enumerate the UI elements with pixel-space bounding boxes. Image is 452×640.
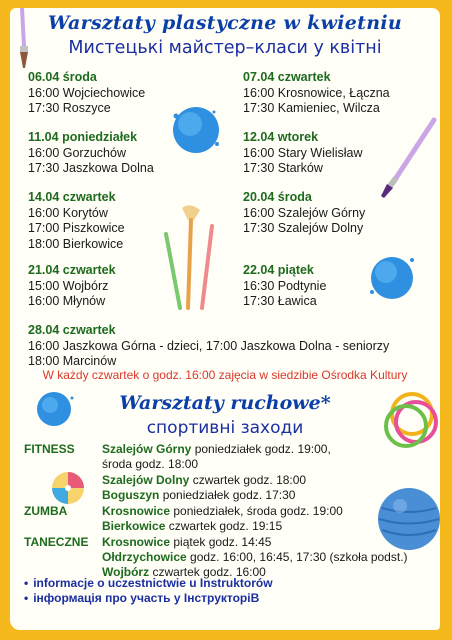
sport-times: poniedziałek godz. 17:30 [162, 488, 296, 502]
entry-line: 16:00 Jaszkowa Górna - dzieci, 17:00 Jaszkowa Dolna - seniorzy [28, 338, 390, 353]
sport-row [102, 550, 408, 566]
sport-times: piątek godz. 14:45 [173, 535, 272, 549]
schedule-entry [28, 323, 389, 370]
sport-times: poniedziałek, środa godz. 19:00 [173, 504, 343, 518]
sport-category: TANECZNE [24, 535, 89, 549]
entry-date: 12.04 wtorek [243, 130, 319, 144]
entry-date: 07.04 czwartek [243, 70, 331, 84]
sport-row [102, 488, 295, 504]
sport-category: FITNESS [24, 442, 75, 456]
entry-line: 16:00 Korytów [28, 205, 108, 220]
sport-row [24, 442, 75, 458]
paintbrush-icon [12, 8, 34, 72]
schedule-entry [243, 190, 365, 237]
schedule-entry [243, 130, 363, 177]
entry-line: 17:30 Kamieniec, Wilcza [243, 101, 380, 115]
schedule-entry [28, 130, 154, 177]
schedule-entry [28, 70, 145, 117]
info-item: • інформація про участь у ІнструкторіВ [24, 591, 273, 606]
blue-paint-splash-icon [32, 388, 76, 430]
entry-line: 16:30 Podtynie [243, 278, 327, 293]
sport-row [102, 535, 271, 551]
blue-paint-splash-icon [168, 102, 224, 158]
page-subtitle: Мистецькі майстер–класи у квітні [68, 38, 382, 58]
entry-line: 16:00 Szalejów Górny [243, 205, 366, 220]
page-title: Warsztaty plastyczne w kwietniu [48, 12, 402, 34]
movement-title: Warsztaty ruchowe* [119, 392, 331, 414]
entry-line: 17:30 Jaszkowa Dolna [28, 161, 154, 175]
info-list [24, 576, 273, 606]
entry-line: 16:00 Krosnowice, Łączna [243, 85, 390, 100]
entry-line: 15:00 Wojbórz [28, 278, 109, 293]
exercise-ball-icon [376, 486, 440, 552]
entry-line: 17:30 Starków [243, 161, 323, 175]
entry-date: 06.04 środa [28, 70, 97, 84]
sport-times: czwartek godz. 19:15 [168, 519, 283, 533]
entry-date: 14.04 czwartek [28, 190, 116, 204]
entry-line: 16:00 Stary Wielisław [243, 145, 363, 160]
sport-row [102, 473, 306, 489]
entry-line: 17:30 Szalejów Dolny [243, 221, 364, 235]
sport-times: środa godz. 18:00 [102, 457, 199, 471]
entry-date: 28.04 czwartek [28, 323, 116, 337]
info-item: • informacje o uczestnictwie u Instruktorów [24, 576, 273, 591]
sport-place: Szalejów Górny [102, 442, 192, 456]
entry-line: 17:30 Roszyce [28, 101, 111, 115]
sport-times: czwartek godz. 16:00 [152, 565, 266, 579]
poster-sheet [10, 8, 440, 630]
movement-subtitle: спортивні заходи [146, 418, 304, 438]
paintbrush-bundle-icon [160, 204, 220, 316]
schedule-entry [28, 263, 116, 310]
sport-row [102, 504, 343, 520]
blue-paint-splash-icon [366, 252, 418, 304]
entry-date: 22.04 piątek [243, 263, 314, 277]
sport-place: Ołdrzychowice [102, 550, 187, 564]
entry-line: 18:00 Marcinów [28, 354, 117, 368]
sport-place: Boguszyn [102, 488, 160, 502]
entry-line: 16:00 Młynów [28, 294, 106, 308]
sport-times: godz. 16:00, 16:45, 17:30 (szkoła podst.) [190, 550, 408, 564]
sport-place: Bierkowice [102, 519, 166, 533]
sport-place: Szalejów Dolny [102, 473, 190, 487]
sport-category: ZUMBA [24, 504, 68, 518]
sport-row [24, 535, 88, 551]
sport-row [102, 442, 331, 458]
entry-date: 21.04 czwartek [28, 263, 116, 277]
entry-line: 16:00 Wojciechowice [28, 85, 146, 100]
entry-line: 16:00 Gorzuchów [28, 145, 126, 160]
entry-date: 11.04 poniedziałek [28, 130, 138, 144]
schedule-entry [28, 190, 125, 252]
sport-place: Wojbórz [102, 565, 150, 579]
entry-line: 18:00 Bierkowice [28, 236, 124, 251]
sport-times: czwartek godz. 18:00 [192, 473, 307, 487]
entry-date: 20.04 środa [243, 190, 312, 204]
entry-line: 17:30 Ławica [243, 294, 317, 308]
thursday-notice: W każdy czwartek o godz. 16:00 zajęcia w siedzibie Ośrodka Kultury [42, 368, 408, 382]
sport-place: Krosnowice [102, 504, 171, 518]
schedule-entry [243, 70, 390, 117]
paintbrush-icon [374, 116, 438, 200]
colored-rings-icon [382, 388, 438, 452]
sport-row [24, 504, 67, 520]
sport-times: poniedziałek godz. 19:00, [194, 442, 331, 456]
entry-line: 17:00 Piszkowice [28, 221, 125, 235]
sport-place: Krosnowice [102, 535, 171, 549]
schedule-entry [243, 263, 326, 310]
sport-row [102, 457, 198, 473]
sport-row [102, 519, 282, 535]
beach-ball-icon [50, 470, 86, 506]
